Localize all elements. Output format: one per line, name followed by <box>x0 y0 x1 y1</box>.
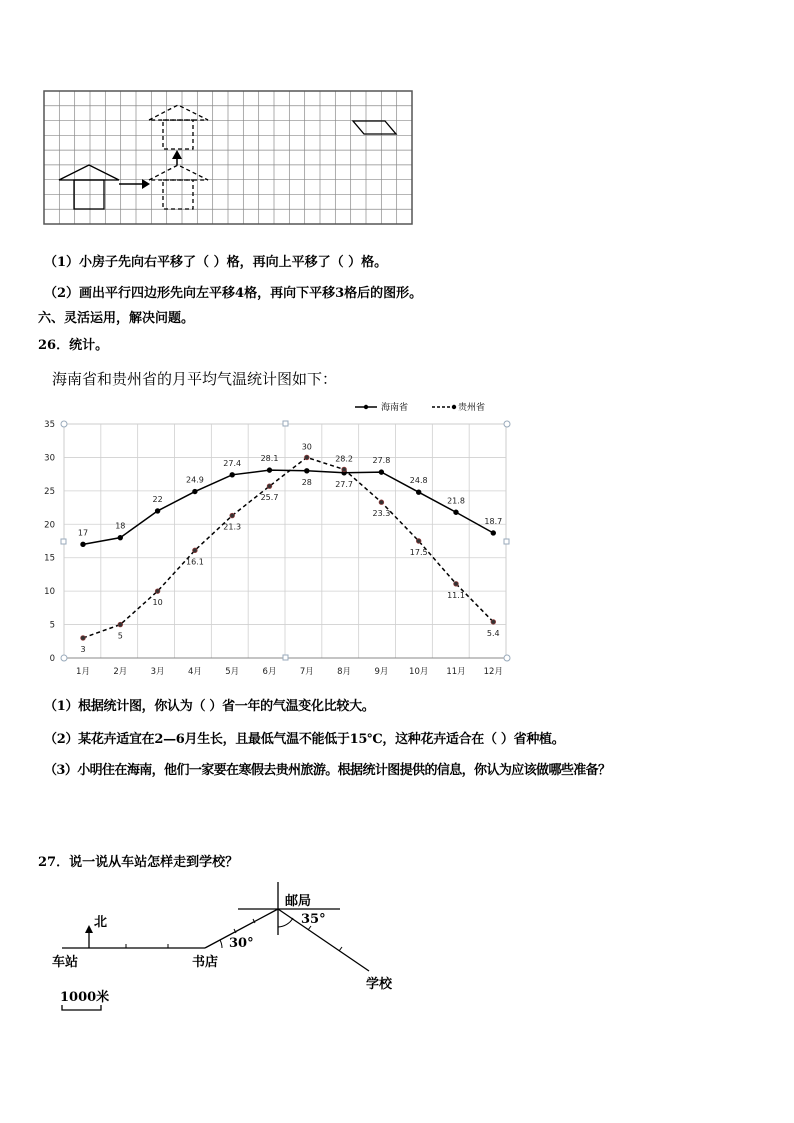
scale-label: 1000米 <box>60 990 110 1005</box>
post-office-label: 邮局 <box>285 894 312 909</box>
data-label-guizhou: 5 <box>117 631 123 641</box>
q25-part1: （1）小房子先向右平移了（ ）格，再向上平移了（ ）格。 <box>44 255 388 270</box>
x-tick-label: 5月 <box>225 667 240 677</box>
data-label-guizhou: 11.1 <box>447 590 465 600</box>
x-tick-label: 7月 <box>299 667 314 677</box>
data-label-hainan: 22 <box>152 494 163 504</box>
data-label-hainan: 27.4 <box>223 458 242 468</box>
x-tick-label: 10月 <box>409 667 429 677</box>
point-hainan <box>454 510 459 515</box>
point-guizhou <box>379 500 384 505</box>
route-map <box>0 870 794 1030</box>
data-label-hainan: 21.8 <box>447 496 465 506</box>
parallelogram-shape <box>353 121 396 134</box>
x-tick-label: 1月 <box>76 667 90 677</box>
y-tick-label: 30 <box>44 453 55 464</box>
y-tick-label: 35 <box>44 420 55 430</box>
y-tick-label: 25 <box>44 486 55 497</box>
y-axis-ticks <box>44 420 55 664</box>
translation-grid-figure <box>0 0 794 240</box>
point-guizhou <box>81 636 86 641</box>
data-label-hainan: 17 <box>77 528 89 538</box>
bookstore-label: 书店 <box>192 955 219 970</box>
right-arrow-icon <box>119 179 150 189</box>
x-tick-label: 9月 <box>374 667 389 677</box>
chart-legend <box>355 401 485 413</box>
station-label: 车站 <box>52 955 79 970</box>
moved-house-dashed <box>149 165 208 209</box>
data-label-hainan: 27.7 <box>335 479 354 489</box>
up-arrow-icon <box>172 150 182 165</box>
x-tick-label: 8月 <box>337 667 352 677</box>
point-guizhou <box>454 581 459 586</box>
angle-35-label: 35° <box>301 912 326 927</box>
legend-hainan: 海南省 <box>381 403 409 413</box>
angle-30-label: 30° <box>229 936 254 951</box>
data-label-hainan: 28.1 <box>260 454 279 464</box>
school-label: 学校 <box>366 977 393 992</box>
data-label-guizhou: 23.3 <box>372 509 391 519</box>
moved-house-dashed-up <box>149 105 208 149</box>
data-label-hainan: 27.8 <box>372 456 391 466</box>
q26-part3: （3）小明住在海南，他们一家要在寒假去贵州旅游。根据统计图提供的信息，你认为应该做哪些准备？ <box>44 763 611 778</box>
q25-part2: （2）画出平行四边形先向左平移4格，再向下平移3格后的图形。 <box>44 286 423 301</box>
y-tick-label: 0 <box>49 654 55 664</box>
point-guizhou <box>305 455 310 460</box>
data-label-hainan: 24.8 <box>409 476 428 486</box>
data-label-guizhou: 25.7 <box>260 493 279 503</box>
x-tick-label: 2月 <box>113 667 128 677</box>
data-label-hainan: 28 <box>301 477 312 487</box>
point-hainan <box>155 509 160 514</box>
x-axis-ticks <box>76 667 503 677</box>
point-hainan <box>305 469 310 474</box>
x-tick-label: 6月 <box>262 667 277 677</box>
x-tick-label: 11月 <box>446 667 466 677</box>
q26-part2: （2）某花卉适宜在2—6月生长，且最低气温不能低于15℃，这种花卉适合在（ ）省种植。 <box>44 732 565 747</box>
data-label-hainan: 18.7 <box>484 516 503 526</box>
data-label-guizhou: 21.3 <box>223 522 242 532</box>
point-hainan <box>230 473 235 478</box>
data-label-hainan: 24.9 <box>185 475 204 485</box>
series-line-guizhou <box>83 457 493 638</box>
point-hainan <box>416 490 421 495</box>
point-guizhou <box>155 589 160 594</box>
data-label-guizhou: 5.4 <box>486 628 500 638</box>
chart-series <box>81 455 496 640</box>
chart-selection-handles <box>61 421 510 661</box>
series-line-hainan <box>83 470 493 544</box>
legend-guizhou: 贵州省 <box>458 403 486 413</box>
x-tick-label: 3月 <box>150 667 165 677</box>
point-hainan <box>267 468 272 473</box>
data-label-hainan: 18 <box>115 521 126 531</box>
point-guizhou <box>267 484 272 489</box>
point-guizhou <box>118 622 123 627</box>
data-label-guizhou: 28.2 <box>335 454 354 464</box>
point-guizhou <box>193 548 198 553</box>
data-label-guizhou: 10 <box>152 598 163 608</box>
original-house <box>59 165 119 209</box>
point-guizhou <box>342 467 347 472</box>
data-label-guizhou: 17.5 <box>409 548 428 557</box>
data-label-guizhou: 16.1 <box>185 557 204 567</box>
north-label: 北 <box>94 915 108 930</box>
q27-heading: 27．说一说从车站怎样走到学校？ <box>38 855 239 870</box>
y-tick-label: 5 <box>49 620 55 631</box>
point-hainan <box>379 470 384 475</box>
chart-grid <box>64 424 506 658</box>
point-guizhou <box>416 539 421 544</box>
x-tick-label: 4月 <box>187 667 202 677</box>
chart-title: 海南省和贵州省的月平均气温统计图如下： <box>52 370 338 388</box>
point-hainan <box>81 542 86 547</box>
point-guizhou <box>230 513 235 518</box>
square-grid <box>44 91 412 224</box>
point-hainan <box>491 531 496 536</box>
scale-bar <box>62 1005 101 1010</box>
point-hainan <box>193 489 198 494</box>
chart-data-labels <box>78 442 502 654</box>
y-tick-label: 10 <box>44 587 55 598</box>
temperature-line-chart <box>0 390 794 685</box>
north-arrow-icon <box>85 925 93 948</box>
x-tick-label: 12月 <box>483 667 503 677</box>
point-hainan <box>118 535 123 540</box>
data-label-guizhou: 30 <box>301 442 312 452</box>
point-guizhou <box>491 620 496 625</box>
section-6-heading: 六、灵活运用，解决问题。 <box>38 311 195 326</box>
q26-heading: 26．统计。 <box>38 338 109 353</box>
q26-part1: （1）根据统计图，你认为（ ）省一年的气温变化比较大。 <box>44 699 375 714</box>
y-tick-label: 15 <box>44 553 55 564</box>
data-label-guizhou: 3 <box>80 644 86 654</box>
y-tick-label: 20 <box>44 520 55 531</box>
